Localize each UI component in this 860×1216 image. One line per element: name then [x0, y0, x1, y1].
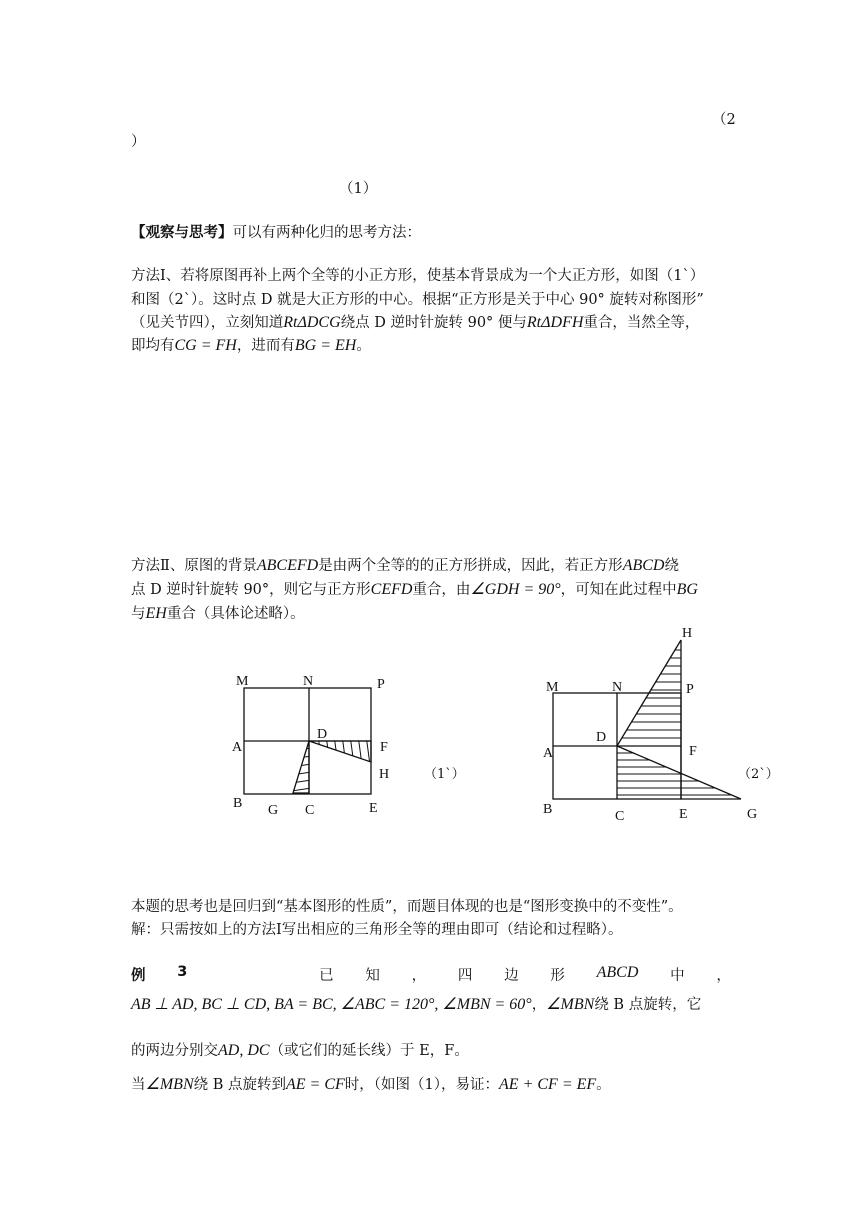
example3-abcd: ABCD: [596, 964, 639, 981]
method2-math-abcd: ABCD: [622, 557, 665, 574]
fig1-label-B: B: [233, 796, 243, 811]
method2-math-abcefd: ABCEFD: [256, 557, 319, 574]
method1-math-dcg: RtΔDCG: [283, 314, 341, 331]
example3-line4-text-a: 当: [131, 1077, 146, 1093]
method2-line2-text-a: 点 D 逆时针旋转 90°，则它与正方形: [131, 582, 371, 598]
observe-heading: 【观察与思考】: [131, 225, 233, 241]
figure-1-label: （1）: [339, 181, 378, 197]
example3-conditions: AB ⊥ AD, BC ⊥ CD, BA = BC, ∠ABC = 120°, ∠MBN = 60°: [131, 996, 532, 1013]
example3-line3: [131, 1041, 469, 1061]
fig2-label-B: B: [543, 802, 553, 817]
method2-line1-text-c: 绕: [664, 558, 679, 574]
fig1-caption: （1`）: [424, 767, 465, 782]
method1-line1: 方法Ⅰ、若将原图再补上两个全等的小正方形，使基本背景成为一个大正方形，如图（1`）: [131, 268, 705, 284]
fig2-label-F: F: [689, 744, 697, 759]
example3-line4-text-c: 时，（如图（1），易证：: [344, 1077, 500, 1093]
example3-angle-mbn: ∠MBN: [546, 996, 595, 1013]
method1-line3-text-b: 绕点 D 逆时针旋转 90° 便与: [340, 315, 527, 331]
example3-line4: [131, 1075, 611, 1095]
method1-math-dfh: RtΔDFH: [526, 314, 584, 331]
fig2-label-C: C: [615, 809, 625, 824]
example3-cond-sep: ，: [531, 997, 547, 1013]
example3-line4-text-d: 。: [596, 1077, 611, 1093]
example3-comma-1: ，: [411, 968, 427, 984]
example3-word-5: 形: [550, 968, 565, 984]
fig2-label-G: G: [747, 807, 758, 822]
example3-math-ae-cf: AE = CF: [286, 1076, 345, 1093]
example3-word-4: 边: [504, 968, 519, 984]
method1-line4-text-b: ，进而有: [236, 338, 295, 354]
example3-number: 3: [177, 964, 188, 980]
method1-line2: 和图（2`）。这时点 D 就是大正方形的中心。根据“正方形是关于中心 90° 旋转对称图形”: [131, 292, 704, 308]
method2-math-cefd: CEFD: [370, 581, 413, 598]
fig1-label-C: C: [305, 803, 315, 818]
method2-line1-text-b: 是由两个全等的的正方形拼成，因此，若正方形: [318, 558, 623, 574]
fig1-label-M: M: [236, 674, 249, 689]
example3-math-ae-plus-cf: AE + CF = EF: [499, 1076, 597, 1093]
method2-math-eh: EH: [145, 605, 167, 622]
fig2-label-D: D: [596, 730, 607, 745]
method1-line3-text-a: （见关节四），立刻知道: [131, 315, 284, 331]
method2-line3-text-a: 与: [131, 606, 146, 622]
summary-line2: 解：只需按如上的方法Ⅰ写出相应的三角形全等的理由即可（结论和过程略）。: [131, 922, 623, 938]
example3-label: 例: [131, 968, 146, 984]
method2-line1-text-a: 方法Ⅱ、原图的背景: [131, 558, 257, 574]
fig1-label-P: P: [377, 677, 385, 692]
method2-math-bg: BG: [676, 581, 698, 598]
method2-line3-text-b: 重合（具体论述略）。: [166, 606, 305, 622]
example3-rotate-text: 绕 B 点旋转，它: [594, 997, 702, 1013]
figure-2-label-part-a: （2: [712, 112, 736, 128]
method1-math-bg-eh: BG = EH: [294, 337, 357, 354]
example3-word-2: 知: [365, 968, 380, 984]
fig1-label-A: A: [232, 740, 243, 755]
fig1-label-F: F: [380, 740, 388, 755]
example3-line3-text-b: （或它们的延长线）于 E，F。: [269, 1043, 469, 1059]
fig2-label-M: M: [546, 680, 559, 695]
fig1-label-E: E: [369, 801, 378, 816]
fig2-label-H: H: [682, 626, 693, 641]
observe-text: 可以有两种化归的思考方法：: [232, 225, 421, 241]
example3-line4-text-b: 绕 B 点旋转到: [193, 1077, 286, 1093]
figure-2-label-part-b: ）: [131, 134, 146, 150]
example3-line4-angle-mbn: ∠MBN: [145, 1076, 194, 1093]
method1-line4-text-c: 。: [356, 338, 371, 354]
fig1-label-H: H: [379, 767, 390, 782]
example3-comma-2: ，: [716, 968, 731, 984]
example3-word-3: 四: [457, 968, 473, 984]
method2-line2-text-c: ，可知在此过程中: [560, 582, 677, 598]
example3-line3-text-a: 的两边分别交: [131, 1043, 218, 1059]
example3-math-ad-dc: AD, DC: [218, 1042, 270, 1059]
example3-line1: [131, 964, 731, 985]
fig2-caption: （2`）: [738, 767, 779, 782]
fig2-label-P: P: [686, 682, 694, 697]
method1-line4-text-a: 即均有: [131, 338, 175, 354]
fig1-label-D: D: [317, 727, 328, 742]
fig2-label-N: N: [612, 680, 623, 695]
method2-math-angle-gdh: ∠GDH = 90°: [470, 581, 561, 598]
example3-line2: [131, 995, 701, 1015]
fig1-label-N: N: [303, 674, 314, 689]
method1-math-cg-fh: CG = FH: [174, 337, 237, 354]
example3-word-6: 中: [670, 968, 685, 984]
fig2-label-E: E: [679, 807, 688, 822]
method1-line3-text-c: 重合，当然全等，: [583, 315, 700, 331]
fig1-label-G: G: [268, 803, 279, 818]
example3-word-1: 已: [319, 968, 334, 984]
summary-line1: 本题的思考也是回归到“基本图形的性质”，而题目体现的也是“图形变换中的不变性”。: [131, 899, 683, 915]
method2-line2-text-b: 重合，由: [412, 582, 471, 598]
fig2-label-A: A: [543, 746, 554, 761]
